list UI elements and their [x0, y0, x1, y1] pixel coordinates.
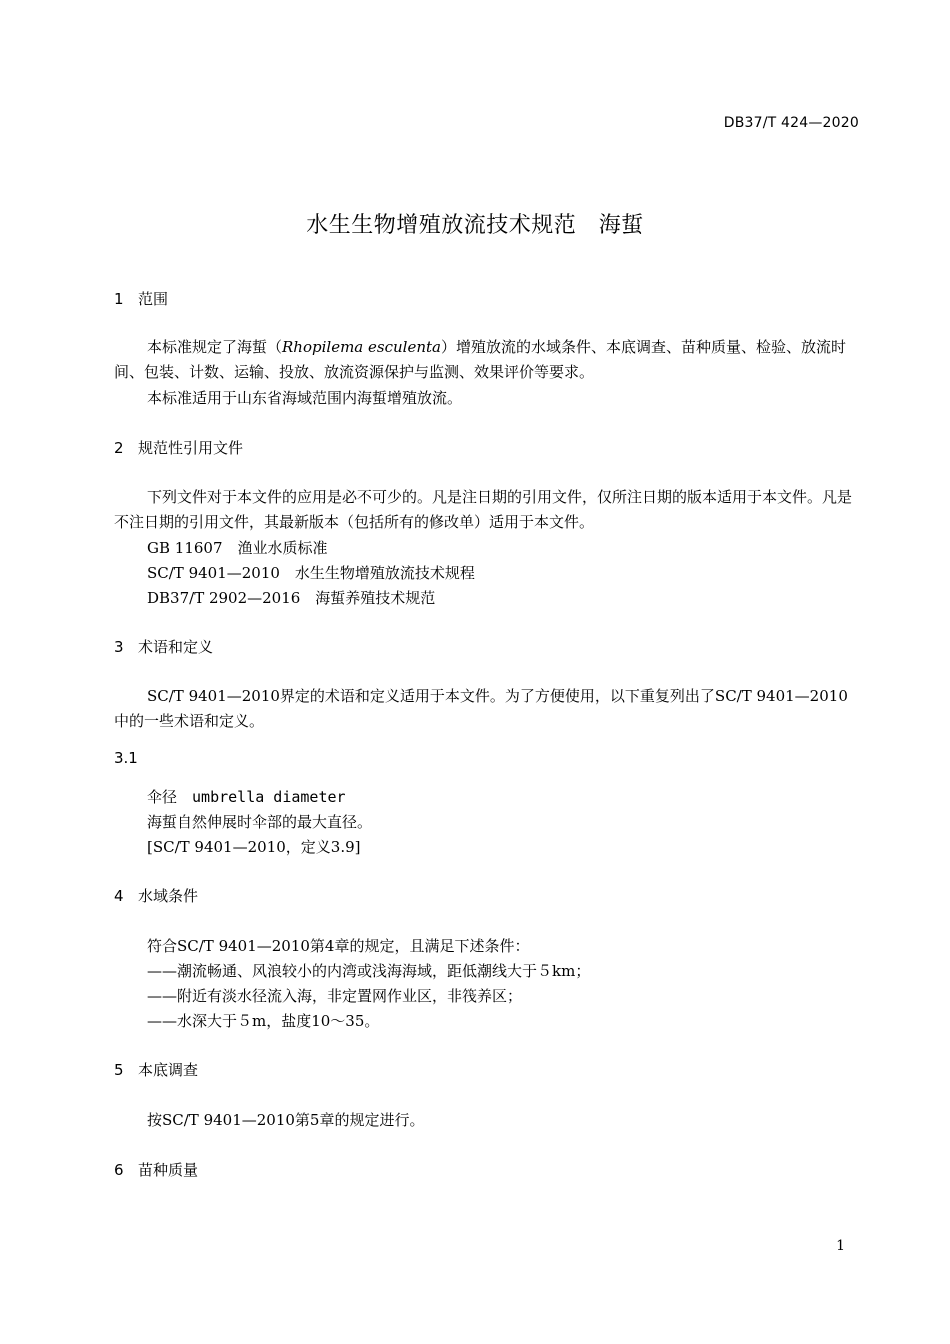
section-number: 2 — [114, 439, 124, 457]
section-3-heading — [114, 636, 213, 657]
condition-item: ——附近有淡水径流入海，非定置网作业区，非筏养区； — [147, 987, 523, 1005]
section-4-paragraph-1: 符合SC/T 9401—2010第4章的规定，且满足下述条件： — [147, 937, 530, 955]
subsection-3-1-number: 3.1 — [114, 749, 138, 767]
reference-item: DB37/T 2902—2016 海蜇养殖技术规范 — [147, 589, 436, 607]
section-title: 本底调查 — [138, 1061, 199, 1079]
section-number: 6 — [114, 1161, 124, 1179]
reference-item: GB 11607 渔业水质标准 — [147, 539, 328, 557]
page-number: 1 — [836, 1238, 845, 1254]
section-2-paragraph-1: 下列文件对于本文件的应用是必不可少的。凡是注日期的引用文件，仅所注日期的版本适用于本文件。凡是不注日期的引用文件，其最新版本（包括所有的修改单）适用于本文件。 — [114, 488, 853, 531]
section-5-paragraph-1: 按SC/T 9401—2010第5章的规定进行。 — [147, 1111, 425, 1129]
document-title: 水生生物增殖放流技术规范 海蜇 — [306, 213, 644, 238]
section-title: 术语和定义 — [138, 638, 214, 656]
species-latin-name: Rhopilema esculenta — [282, 338, 441, 356]
section-number: 4 — [114, 887, 124, 905]
term-source: [SC/T 9401—2010，定义3.9] — [147, 838, 361, 856]
condition-item: ——潮流畅通、风浪较小的内湾或浅海海域，距低潮线大于５km； — [147, 962, 591, 980]
section-3-paragraph-1: SC/T 9401—2010界定的术语和定义适用于本文件。为了方便使用，以下重复列出了SC/T 9401—2010中的一些术语和定义。 — [114, 687, 848, 730]
section-2-heading — [114, 437, 243, 458]
section-title: 水域条件 — [138, 887, 199, 905]
section-number: 1 — [114, 290, 124, 308]
reference-item: SC/T 9401—2010 水生生物增殖放流技术规程 — [147, 564, 475, 582]
section-1-heading — [114, 288, 168, 309]
text-run: 本标准规定了海蜇（ — [147, 338, 283, 356]
section-number: 3 — [114, 638, 124, 656]
section-5-heading — [114, 1059, 198, 1080]
section-title: 范围 — [138, 290, 169, 308]
condition-item: ——水深大于５m，盐度10～35。 — [147, 1012, 380, 1030]
term-definition: 海蜇自然伸展时伞部的最大直径。 — [147, 813, 373, 831]
section-number: 5 — [114, 1061, 124, 1079]
term-entry — [147, 786, 346, 807]
document-code: DB37/T 424—2020 — [723, 115, 859, 131]
text-run: ）增殖放流的水域条件、本底调查、苗种质量、检验、放流时间、包装、计数、运输、投放、放流资源保护与监测、效果评价等要求。 — [114, 338, 846, 381]
section-title: 规范性引用文件 — [138, 439, 244, 457]
term-chinese: 伞径 — [147, 788, 178, 806]
section-6-heading — [114, 1159, 198, 1180]
section-4-heading — [114, 885, 198, 906]
section-title: 苗种质量 — [138, 1161, 199, 1179]
section-1-paragraph-2: 本标准适用于山东省海域范围内海蜇增殖放流。 — [147, 389, 463, 407]
term-english: umbrella diameter — [192, 788, 346, 806]
section-1-paragraph-1 — [114, 335, 859, 384]
